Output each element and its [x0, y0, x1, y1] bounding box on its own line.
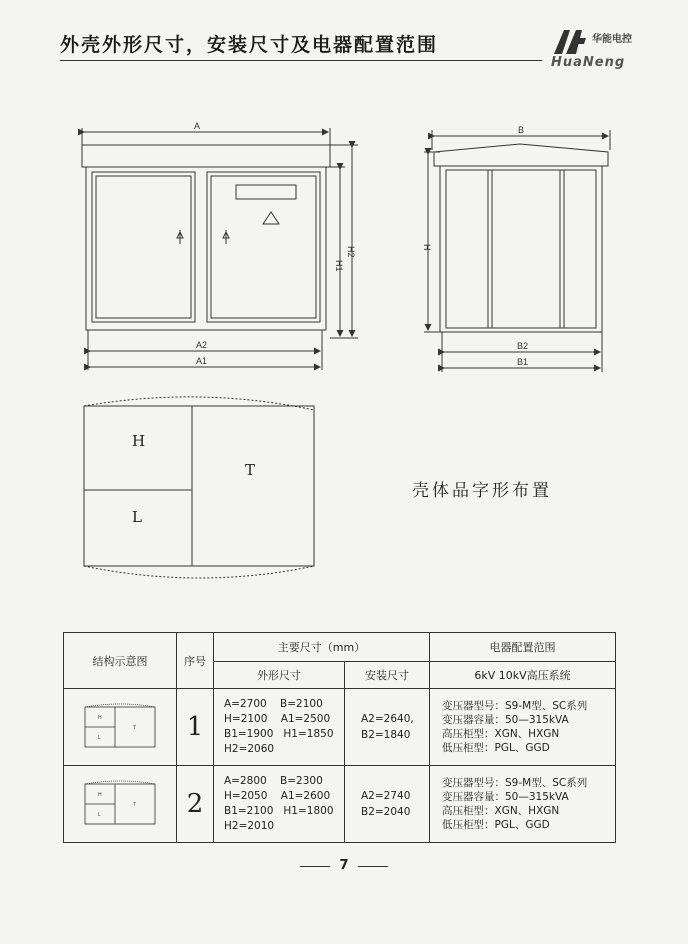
plan-view: [84, 397, 314, 578]
structure-diagram: [64, 689, 177, 766]
spec-table: [63, 632, 616, 843]
col-outer: 外形尺寸: [214, 662, 345, 689]
outer-dims: [214, 689, 345, 766]
install-line: A2=2740: [361, 790, 411, 802]
elec-line: 低压柜型：PGL、GGD: [442, 819, 550, 831]
dim-h-label: H: [422, 244, 432, 251]
col-elec: 电器配置范围: [430, 633, 616, 662]
dim-line: H=2100 A1=2500: [224, 713, 331, 725]
install-line: B2=2040: [361, 806, 411, 818]
dim-a2-label: A2: [196, 340, 208, 350]
plan-t-label: T: [245, 461, 256, 479]
svg-text:L: L: [98, 735, 101, 741]
row-serial: 2: [177, 766, 214, 843]
dim-a1-label: A1: [196, 356, 208, 366]
dim-a-label: A: [194, 121, 201, 131]
dim-b-label: B: [518, 125, 525, 135]
elec-line: 变压器型号：S9-M型、SC系列: [442, 700, 588, 712]
page-number: 7: [339, 858, 349, 873]
dim-line: A=2700 B=2100: [224, 698, 323, 710]
logo-english-name: HuaNeng: [551, 55, 626, 70]
dim-line: H2=2010: [224, 820, 275, 832]
elec-line: 变压器容量：50—315kVA: [442, 791, 569, 803]
table-row: [64, 689, 616, 766]
logo-chinese-name: 华能电控: [592, 34, 632, 45]
elec-config: [430, 689, 616, 766]
dim-line: H=2050 A1=2600: [224, 790, 331, 802]
elec-line: 高压柜型：XGN、HXGN: [442, 728, 560, 740]
plan-h-label: H: [132, 432, 146, 450]
side-view: [422, 125, 610, 372]
row-serial: 1: [177, 689, 214, 766]
structure-diagram: [64, 766, 177, 843]
dim-line: B1=1900 H1=1850: [224, 728, 334, 740]
dim-h2-label: H2: [346, 246, 356, 258]
svg-text:H: H: [98, 792, 102, 798]
dim-b1-label: B1: [517, 357, 529, 367]
dim-line: A=2800 B=2300: [224, 775, 323, 787]
dim-b2-label: B2: [517, 341, 529, 351]
dim-line: B1=2100 H1=1800: [224, 805, 334, 817]
table-row: [64, 766, 616, 843]
install-dims: [345, 766, 430, 843]
install-line: B2=1840: [361, 729, 411, 741]
svg-text:T: T: [133, 725, 137, 731]
plan-l-label: L: [132, 508, 142, 526]
col-structure: 结构示意图: [64, 633, 177, 689]
page-title: 外壳外形尺寸，安装尺寸及电器配置范围: [60, 34, 439, 56]
col-main-dims: 主要尺寸（mm）: [214, 633, 430, 662]
elec-config: [430, 766, 616, 843]
outer-dims: [214, 766, 345, 843]
col-install: 安装尺寸: [345, 662, 430, 689]
svg-text:T: T: [133, 802, 137, 808]
col-elec-sub: 6kV 10kV高压系统: [430, 662, 616, 689]
svg-text:L: L: [98, 812, 101, 818]
col-serial: 序号: [177, 633, 214, 689]
dim-line: H2=2060: [224, 743, 275, 755]
elec-line: 变压器型号：S9-M型、SC系列: [442, 777, 588, 789]
install-line: A2=2640,: [361, 713, 414, 725]
dim-h1-label: H1: [334, 260, 344, 272]
elec-line: 低压柜型：PGL、GGD: [442, 742, 550, 754]
elec-line: 高压柜型：XGN、HXGN: [442, 805, 560, 817]
elec-line: 变压器容量：50—315kVA: [442, 714, 569, 726]
svg-text:H: H: [98, 715, 102, 721]
front-view: [82, 121, 358, 370]
layout-caption: 壳体品字形布置: [412, 481, 552, 501]
install-dims: [345, 689, 430, 766]
